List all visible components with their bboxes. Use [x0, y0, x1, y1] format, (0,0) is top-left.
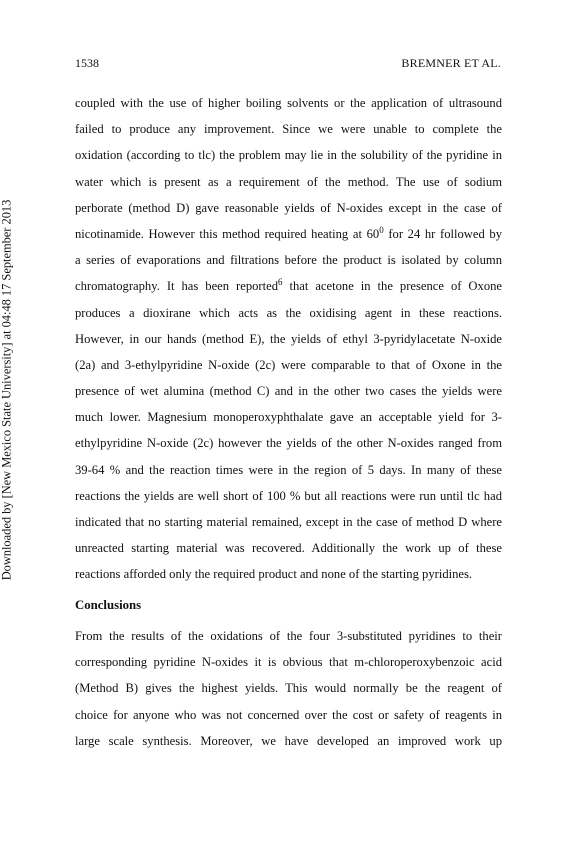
text-line	[75, 649, 502, 675]
page-number: 1538	[75, 56, 99, 70]
text-line	[75, 728, 502, 754]
text-line	[75, 509, 502, 535]
download-watermark-text: Downloaded by [New Mexico State University] at 04:48 17 September 2013	[0, 199, 14, 581]
text-run: From the results of the oxidations of the four 3-substituted pyridines to their	[75, 629, 502, 643]
section-heading-conclusions: Conclusions	[75, 598, 142, 612]
running-head: BREMNER ET AL.	[401, 56, 501, 70]
text-run: oxidation (according to tlc) the problem may lie in the solubility of the pyridine in	[75, 148, 502, 163]
text-line	[75, 352, 502, 378]
text-line	[75, 300, 502, 326]
text-line	[75, 142, 502, 168]
text-run: coupled with the use of higher boiling solvents or the application of ultrasound	[75, 96, 502, 110]
body-paragraph-2	[75, 623, 502, 754]
superscript: 6	[278, 277, 283, 288]
text-run: for 24 hr followed by	[383, 226, 502, 241]
text-line	[75, 273, 502, 299]
text-line	[75, 457, 502, 483]
text-line	[75, 430, 502, 456]
text-line	[75, 90, 502, 116]
text-line	[75, 483, 502, 509]
text-line	[75, 116, 502, 142]
text-run: failed to produce any improvement. Since we were unable to complete the	[75, 122, 502, 137]
text-run: choice for anyone who was not concerned over the cost or safety of reagents in	[75, 707, 502, 722]
text-run: 39-64 % and the reaction times were in the region of 5 days. In many of these	[75, 462, 502, 477]
text-line	[75, 169, 502, 195]
text-line	[75, 195, 502, 221]
text-run: nicotinamide. However this method required heating at 60	[75, 226, 380, 241]
text-run: chromatography. It has been reported	[75, 279, 278, 294]
superscript: 0	[379, 224, 384, 235]
download-watermark	[0, 150, 17, 630]
text-run: much lower. Magnesium monoperoxyphthalate gave an acceptable yield for 3-	[75, 410, 502, 425]
text-run: perborate (method D) gave reasonable yields of N-oxides except in the case of	[75, 200, 502, 215]
text-line	[75, 221, 502, 247]
text-line	[75, 623, 502, 649]
text-line	[75, 561, 502, 587]
text-run: However, in our hands (method E), the yields of ethyl 3-pyridylacetate N-oxide	[75, 331, 502, 346]
text-run: indicated that no starting material remained, except in the case of method D where	[75, 515, 502, 529]
text-run: water which is present as a requirement of the method. The use of sodium	[75, 174, 502, 189]
text-run: produces a dioxirane which acts as the oxidising agent in these reactions.	[75, 305, 502, 320]
text-run: reactions the yields are well short of 100 % but all reactions were run until tlc had	[75, 488, 502, 503]
text-run: large scale synthesis. Moreover, we have developed an improved work up	[75, 733, 502, 748]
text-line	[75, 702, 502, 728]
text-run: (Method B) gives the highest yields. This would normally be the reagent of	[75, 681, 502, 696]
text-run: reactions afforded only the required product and none of the starting pyridines.	[75, 567, 473, 582]
text-run: unreacted starting material was recovered. Additionally the work up of these	[75, 541, 502, 556]
text-line	[75, 404, 502, 430]
text-line	[75, 326, 502, 352]
text-run: a series of evaporations and filtrations before the product is isolated by column	[75, 253, 502, 268]
text-line	[75, 535, 502, 561]
text-run: that acetone in the presence of Oxone	[282, 279, 502, 294]
text-line	[75, 247, 502, 273]
body-paragraph-1	[75, 90, 502, 588]
text-run: presence of wet alumina (method C) and in the other two cases the yields were	[75, 384, 502, 399]
text-run: (2a) and 3-ethylpyridine N-oxide (2c) were comparable to that of Oxone in the	[75, 357, 502, 372]
text-line	[75, 675, 502, 701]
text-line	[75, 378, 502, 404]
text-run: corresponding pyridine N-oxides it is obvious that m-chloroperoxybenzoic acid	[75, 655, 502, 670]
text-run: ethylpyridine N-oxide (2c) however the yields of the other N-oxides ranged from	[75, 436, 502, 451]
